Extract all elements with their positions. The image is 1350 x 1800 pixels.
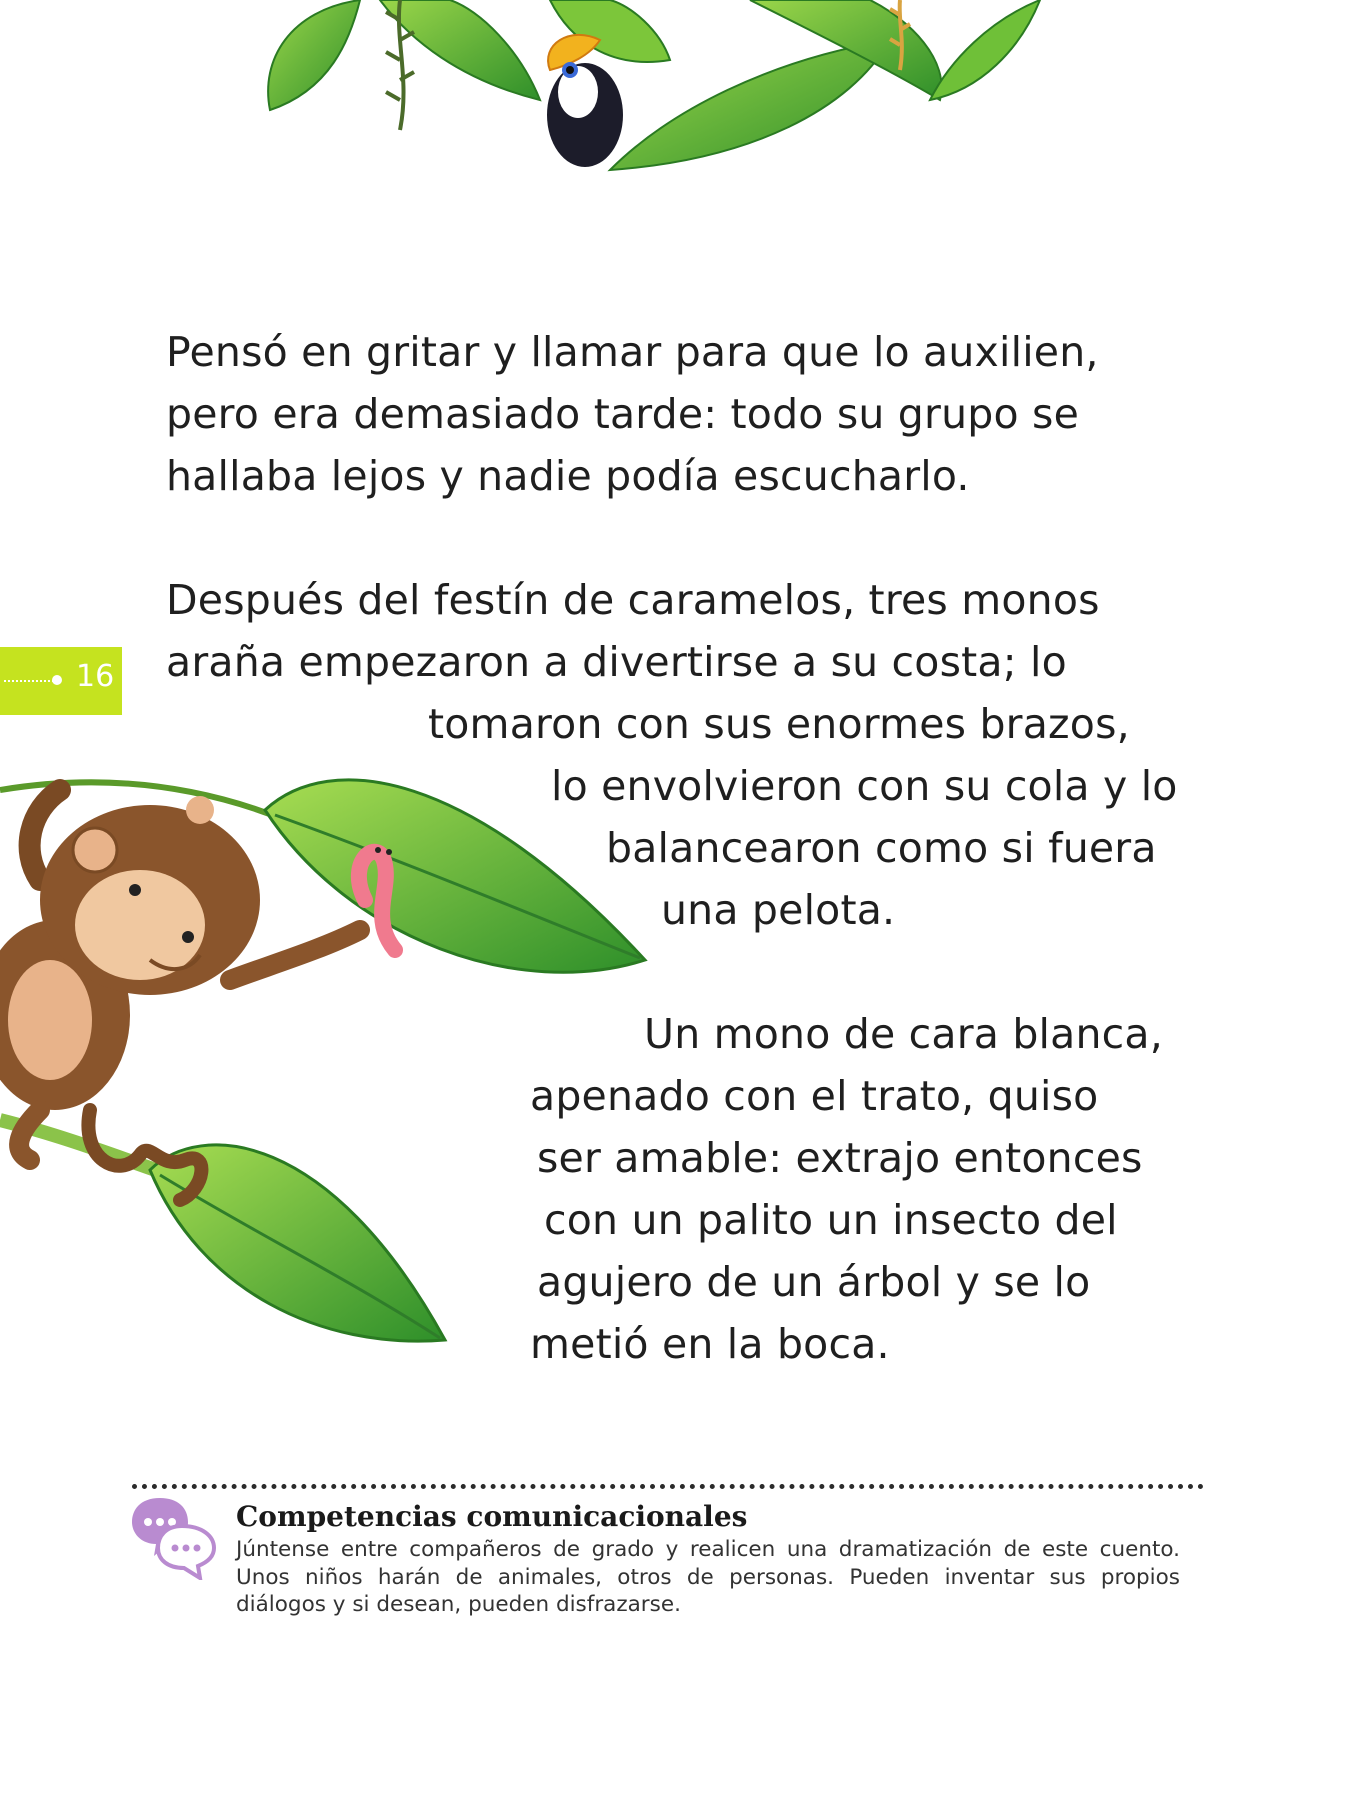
page-number: 16	[76, 659, 115, 694]
story-line: apenado con el trato, quiso	[530, 1072, 1099, 1120]
story-line: araña empezaron a divertirse a su costa; lo	[166, 638, 1067, 686]
activity-title: Competencias comunicacionales	[236, 1500, 748, 1533]
story-line: agujero de un árbol y se lo	[537, 1258, 1091, 1306]
story-line: con un palito un insecto del	[544, 1196, 1118, 1244]
story-line: Pensó en gritar y llamar para que lo auxilien,	[166, 328, 1099, 376]
section-divider	[132, 1484, 1204, 1489]
page-tab-dotted-line	[4, 680, 54, 682]
story-line: metió en la boca.	[530, 1320, 890, 1368]
story-line: tomaron con sus enormes brazos,	[428, 700, 1130, 748]
page-tab-dot	[52, 675, 62, 685]
page-number-tab	[0, 647, 122, 715]
story-line: hallaba lejos y nadie podía escucharlo.	[166, 452, 970, 500]
monkey-vine-illustration	[0, 750, 660, 1370]
story-line: ser amable: extrajo entonces	[537, 1134, 1143, 1182]
jungle-canopy-illustration	[250, 0, 1050, 190]
activity-body: Júntense entre compañeros de grado y realicen una dramatización de este cuento. Unos niños harán de animales, otros de personas. Pueden inventar sus propios diálogos y si desean, pueden disfrazarse.	[236, 1537, 1180, 1617]
story-line: Después del festín de caramelos, tres monos	[166, 576, 1100, 624]
story-line: balancearon como si fuera	[606, 824, 1157, 872]
story-line: una pelota.	[661, 886, 896, 934]
story-line: Un mono de cara blanca,	[644, 1010, 1163, 1058]
story-line: lo envolvieron con su cola y lo	[551, 762, 1178, 810]
speech-bubbles-icon	[130, 1494, 216, 1580]
story-line: pero era demasiado tarde: todo su grupo se	[166, 390, 1080, 438]
